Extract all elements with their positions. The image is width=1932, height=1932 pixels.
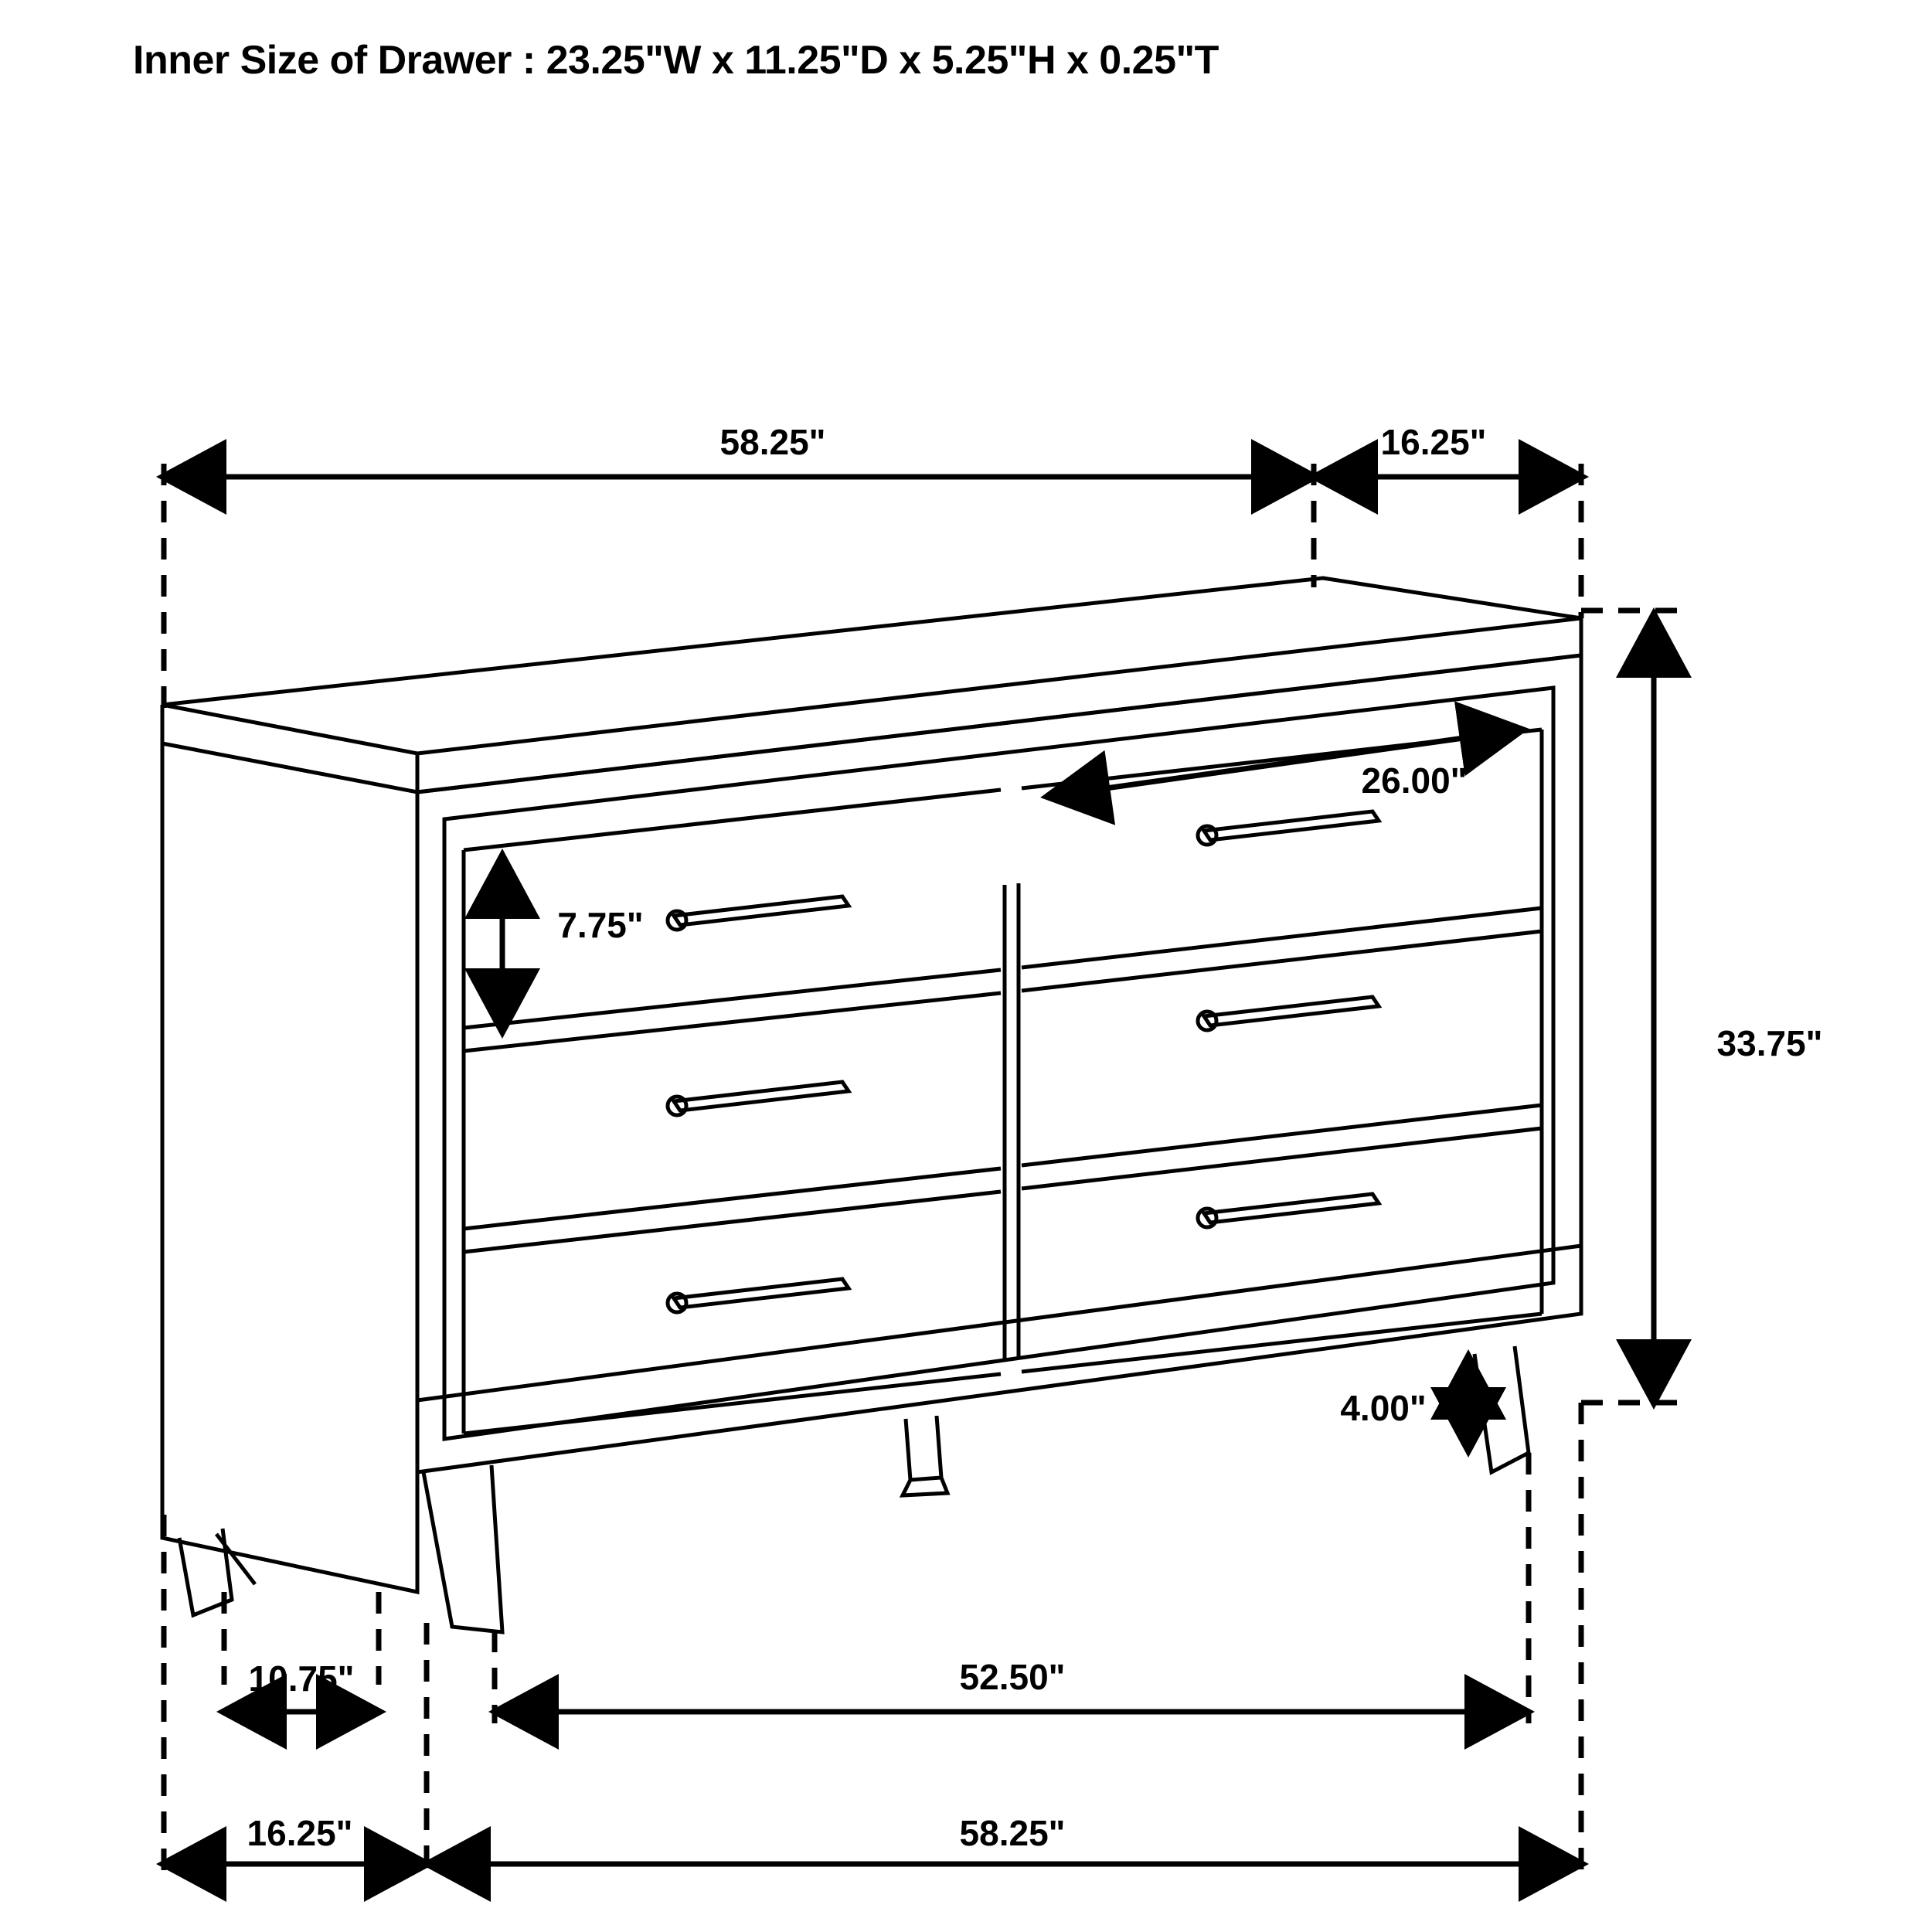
dim-label-bottom-depth: 16.25" bbox=[247, 1813, 353, 1853]
dim-label-bottom-width: 58.25" bbox=[959, 1813, 1066, 1853]
dim-label-leg-height: 4.00" bbox=[1340, 1388, 1427, 1428]
drawer-handles bbox=[668, 811, 1379, 1312]
dresser-left-side bbox=[162, 743, 417, 1592]
page-title: Inner Size of Drawer : 23.25"W x 11.25"D x 5.25"H x 0.25"T bbox=[133, 38, 1219, 83]
dim-label-base-depth-front: 10.75" bbox=[248, 1658, 355, 1699]
drawer-grid bbox=[464, 730, 1542, 1434]
dimension-lines bbox=[164, 464, 1692, 1878]
dim-label-drawer-height: 7.75" bbox=[557, 905, 644, 945]
dim-label-drawer-width: 26.00" bbox=[1361, 760, 1468, 801]
dim-label-top-depth: 16.25" bbox=[1380, 422, 1487, 462]
dim-label-total-height: 33.75" bbox=[1716, 1023, 1823, 1063]
dim-label-base-width-inner: 52.50" bbox=[959, 1657, 1066, 1697]
dim-label-top-width: 58.25" bbox=[719, 422, 826, 462]
